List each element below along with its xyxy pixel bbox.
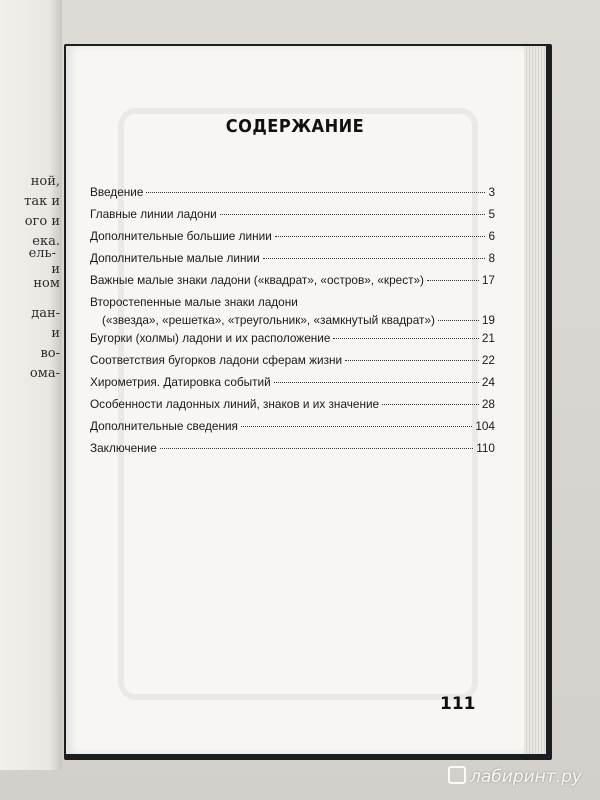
toc-entry-page: 19: [481, 313, 495, 327]
toc-entry-title: Введение: [90, 185, 144, 199]
toc-entry[interactable]: [90, 441, 495, 455]
left-page-line: ека.: [32, 234, 60, 249]
left-page-line: ной,: [30, 174, 60, 189]
toc-entry-title: Хирометрия. Датировка событий: [90, 375, 271, 389]
toc-entry[interactable]: [90, 185, 495, 199]
toc-entry-title: Дополнительные большие линии: [90, 229, 272, 243]
dot-leader: [241, 425, 472, 427]
watermark-text: лабиринт.ру: [470, 767, 582, 787]
left-page-line: и: [51, 262, 60, 277]
toc-entry[interactable]: [90, 251, 495, 265]
dot-leader: [427, 279, 479, 281]
toc-entry-title: Главные линии ладони: [90, 207, 217, 221]
toc-entry-title: Бугорки (холмы) ладони и их расположение: [90, 331, 331, 345]
page-edges: [524, 46, 546, 754]
dot-leader: [146, 191, 485, 193]
toc-entry[interactable]: [90, 331, 495, 345]
dot-leader: [382, 403, 479, 405]
dot-leader: [263, 257, 486, 259]
toc-entry-title: Заключение: [90, 441, 157, 455]
toc-entry-title: Второстепенные малые знаки ладони: [90, 295, 298, 309]
toc-entry-page: 104: [475, 419, 495, 433]
watermark: [448, 766, 582, 787]
toc-entry-page: 22: [481, 353, 495, 367]
toc-entry-title: Соответствия бугорков ладони сферам жизни: [90, 353, 343, 367]
dot-leader: [333, 337, 478, 339]
dot-leader: [220, 213, 486, 215]
toc-entry-page: 6: [488, 229, 495, 243]
left-page-line: дан-: [31, 306, 60, 321]
dot-leader: [438, 319, 479, 321]
toc-entry-title: Важные малые знаки ладони («квадрат», «остров», «крест»): [90, 273, 424, 287]
dot-leader: [160, 447, 473, 449]
toc-entry-page: 5: [488, 207, 495, 221]
toc-entry-title: Особенности ладонных линий, знаков и их значение: [90, 397, 380, 411]
toc-entry[interactable]: [90, 397, 495, 411]
left-page-line: так и: [24, 194, 60, 209]
toc-entry-title-continuation: («звезда», «решетка», «треугольник», «замкнутый квадрат»): [102, 313, 435, 327]
toc-entry[interactable]: [90, 375, 495, 389]
left-page-line: ель-: [28, 246, 56, 261]
dot-leader: [274, 381, 479, 383]
left-page-line: и: [51, 326, 60, 341]
toc-entry[interactable]: [90, 229, 495, 243]
left-page-line: ого и: [24, 214, 60, 229]
toc-entry-page: 21: [481, 331, 495, 345]
dot-leader: [275, 235, 486, 237]
previous-page: [0, 0, 62, 770]
left-page-line: ома-: [29, 366, 60, 381]
dot-leader: [345, 359, 479, 361]
toc-entry-page: 24: [481, 375, 495, 389]
toc-entry[interactable]: [90, 353, 495, 367]
toc-heading: СОДЕРЖАНИЕ: [225, 116, 365, 137]
toc-entry-page: 110: [476, 441, 495, 455]
toc-entry[interactable]: [90, 419, 495, 433]
left-page-line: ном: [33, 276, 60, 291]
toc-entry-page: 3: [488, 185, 495, 199]
toc-entry-title: Дополнительные сведения: [90, 419, 238, 433]
toc-entry-page: 17: [481, 273, 495, 287]
toc-entry[interactable]: [90, 207, 495, 221]
toc-entry[interactable]: [90, 273, 495, 287]
left-page-line: во-: [40, 346, 60, 361]
toc-entry-page: 28: [481, 397, 495, 411]
toc-entry[interactable]: [90, 295, 495, 327]
toc-entry-title: Дополнительные малые линии: [90, 251, 260, 265]
toc-entry-page: 8: [488, 251, 495, 265]
page-number: 111: [440, 694, 476, 714]
labirint-logo-icon: [448, 766, 466, 784]
